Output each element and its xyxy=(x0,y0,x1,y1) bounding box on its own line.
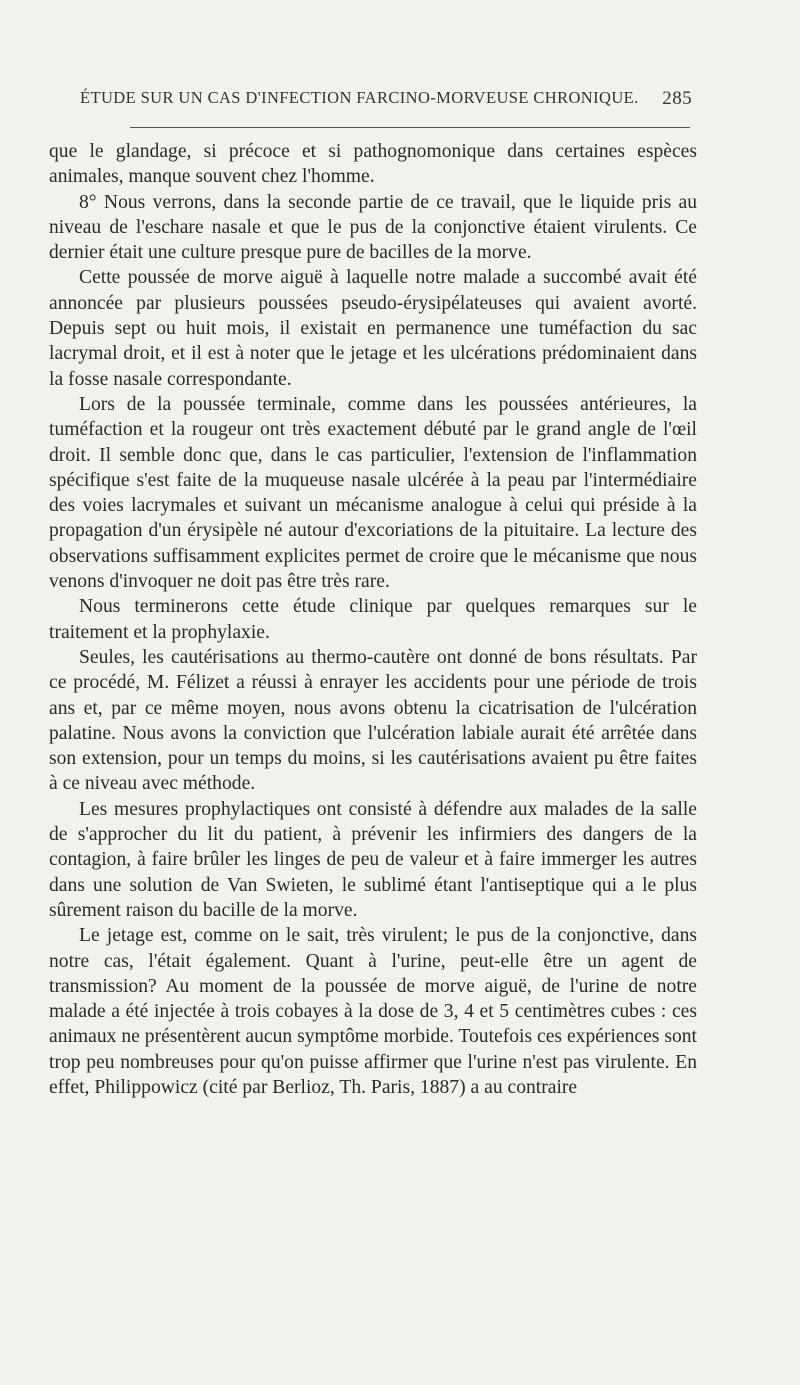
body-text xyxy=(49,139,697,1100)
paragraph: Nous terminerons cette étude clinique par quelques remarques sur le traitement et la prophylaxie. xyxy=(49,596,697,643)
paragraph: 8° Nous verrons, dans la seconde partie de ce travail, que le liquide pris au niveau de l'eschare nasale et que le pus de la conjonctive étaient virulents. Ce dernier était une culture presque pure de bacilles de la morve. xyxy=(49,191,697,264)
header-rule xyxy=(130,127,690,128)
paragraph: Lors de la poussée terminale, comme dans les poussées antérieures, la tuméfaction et la rougeur ont très exactement débuté par le grand angle de l'œil droit. Il semble donc que, dans le cas particulier, l'extension de l'inflammation spécifique s'est faite de la muqueuse nasale ulcérée à la peau par l'intermédiaire des voies lacrymales et suivant un mécanisme analogue à celui qui préside à la propagation d'un érysipèle né autour d'excoriations de la pituitaire. La lecture des observations suffisamment explicites permet de croire que le mécanisme que nous venons d'invoquer ne doit pas être très rare. xyxy=(49,393,697,593)
paragraph: Seules, les cautérisations au thermo-cautère ont donné de bons résultats. Par ce procédé, M. Félizet a réussi à enrayer les accidents pour une période de trois ans et, par ce même moyen, nous avons obtenu la cicatrisation de l'ulcération palatine. Nous avons la conviction que l'ulcération labiale aurait été arrêtée dans son extension, pour un temps du moins, si les cautérisations avaient pu être faites à ce niveau avec méthode. xyxy=(49,646,697,795)
paragraph: Cette poussée de morve aiguë à laquelle notre malade a succombé avait été annoncée par plusieurs poussées pseudo-érysipélateuses qui avaient avorté. Depuis sept ou huit mois, il existait en permanence une tuméfaction du sac lacrymal droit, et il est à noter que le jetage et les ulcérations prédominaient dans la fosse nasale correspondante. xyxy=(49,267,697,390)
running-title: ÉTUDE SUR UN CAS D'INFECTION FARCINO-MORVEUSE CHRONIQUE. xyxy=(80,88,639,107)
page-number: 285 xyxy=(662,88,692,109)
paragraph: Le jetage est, comme on le sait, très virulent; le pus de la conjonctive, dans notre cas, l'était également. Quant à l'urine, peut-elle être un agent de transmission? Au moment de la poussée de morve aiguë, de l'urine de notre malade a été injectée à trois cobayes à la dose de 3, 4 et 5 centimètres cubes : ces animaux ne présentèrent aucun symptôme morbide. Toutefois ces expériences sont trop peu nombreuses pour qu'on puisse affirmer que l'urine n'est pas virulente. En effet, Philippowicz (cité par Berlioz, Th. Paris, 1887) a au contraire xyxy=(49,925,697,1098)
paragraph-continued: que le glandage, si précoce et si pathognomonique dans certaines espèces animales, manque souvent chez l'homme. xyxy=(49,141,697,188)
paragraph: Les mesures prophylactiques ont consisté à défendre aux malades de la salle de s'approcher du lit du patient, à prévenir les infirmiers des dangers de la contagion, à faire brûler les linges de peu de valeur et à faire immerger les autres dans une solution de Van Swieten, le sublimé étant l'antiseptique qui a le plus sûrement raison du bacille de la morve. xyxy=(49,798,697,921)
